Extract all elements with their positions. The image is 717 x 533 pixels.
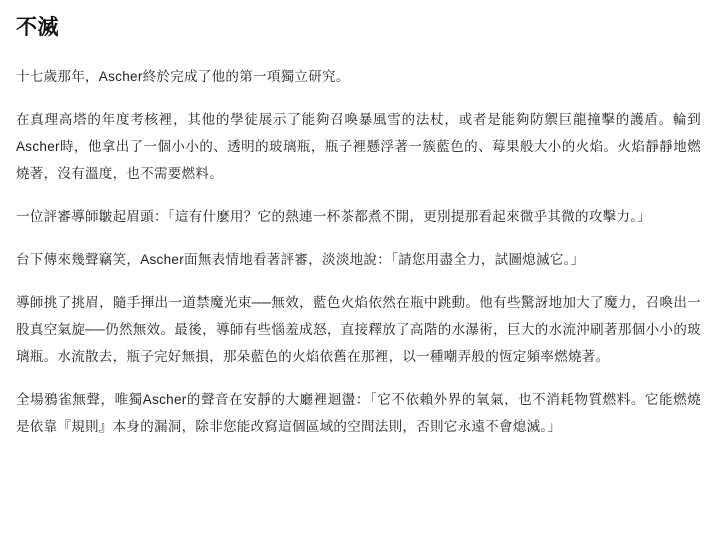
- paragraph-4: 台下傳來幾聲竊笑，Ascher面無表情地看著評審，淡淡地說：「請您用盡全力，試圖熄滅它。」: [16, 252, 585, 268]
- paragraph-6: 全場鴉雀無聲，唯獨Ascher的聲音在安靜的大廳裡迴盪：「它不依賴外界的氧氣，也不消耗物質燃料。它能燃燒是依靠『規則』本身的漏洞，除非您能改寫這個區域的空間法則，否則它永遠不會熄滅。」: [16, 392, 701, 435]
- paragraph-5: 導師挑了挑眉，隨手揮出一道禁魔光束──無效，藍色火焰依然在瓶中跳動。他有些驚訝地加大了魔力，召喚出一股真空氣旋──仍然無效。最後，導師有些惱羞成怒，直接釋放了高階的水瀑術，巨大的水流沖刷著那個小小的玻璃瓶。水流散去，瓶子完好無損，那朵藍色的火焰依舊在那裡，以一種嘲弄般的恆定頻率燃燒著。: [16, 295, 701, 365]
- paragraph-1: 十七歲那年，Ascher終於完成了他的第一項獨立研究。: [16, 69, 350, 85]
- page-title: 不滅: [16, 16, 59, 39]
- paragraph-3: 一位評審導師皺起眉頭：「這有什麼用？它的熱連一杯茶都煮不開，更別提那看起來微乎其微的攻擊力。」: [16, 209, 652, 225]
- paragraph-2: 在真理高塔的年度考核裡，其他的學徒展示了能夠召喚暴風雪的法杖，或者是能夠防禦巨龍撞擊的護盾。輪到Ascher時，他拿出了一個小小的、透明的玻璃瓶，瓶子裡懸浮著一簇藍色的、莓果般大小的火焰。火焰靜靜地燃燒著，沒有溫度，也不需要燃料。: [16, 112, 701, 182]
